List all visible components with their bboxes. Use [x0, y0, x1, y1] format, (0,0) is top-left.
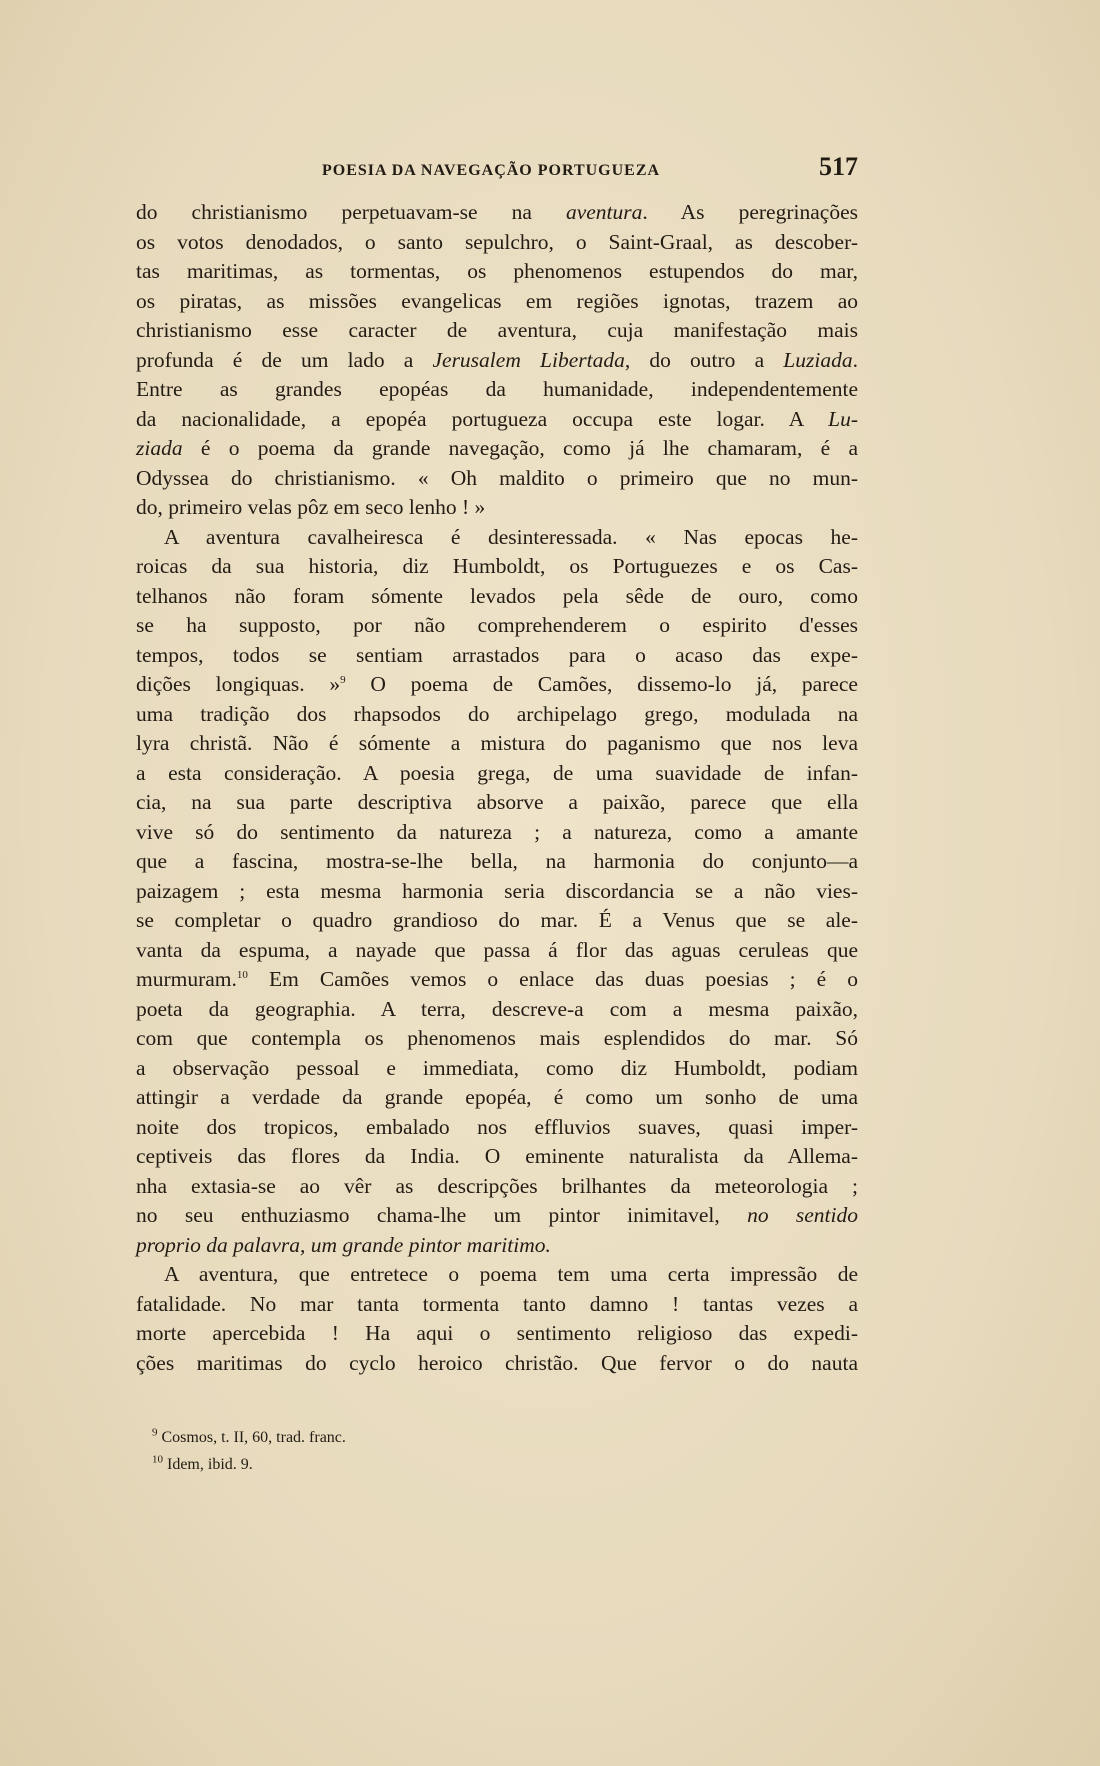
text-line: dições longiquas. »$^9$ O poema de Camões, dissemo-lo já, parece: [136, 672, 858, 696]
text-line: os votos denodados, o santo sepulchro, o Saint-Graal, as descober-: [136, 229, 858, 254]
text-line: tempos, todos se sentiam arrastados para o acaso das expe-: [136, 642, 858, 667]
running-head: [136, 152, 858, 188]
text-line: da nacionalidade, a epopéa portugueza occupa este logar. A Lu-: [136, 406, 858, 431]
page-number: 517: [819, 152, 858, 181]
text-line: morte apercebida ! Ha aqui o sentimento religioso das expedi-: [136, 1321, 858, 1345]
footnote: $^{10}$ Idem, ibid. 9.: [152, 1453, 253, 1473]
emphasis: Luziada: [783, 347, 853, 372]
footnote: $^9$ Cosmos, t. II, 60, trad. franc.: [152, 1426, 346, 1446]
text-line: vanta da espuma, a nayade que passa á flor das aguas ceruleas que: [136, 937, 858, 962]
text-line: se ha supposto, por não comprehenderem o espirito d'esses: [136, 613, 858, 637]
text-line: vive só do sentimento da natureza ; a natureza, como a amante: [136, 819, 858, 844]
running-title: POESIA DA NAVEGAÇÃO PORTUGUEZA: [322, 162, 661, 179]
emphasis: Jerusalem Libertada: [432, 347, 625, 372]
text-line: profunda é de um lado a Jerusalem Libertada, do outro a Luziada.: [136, 347, 858, 372]
text-line: que a fascina, mostra-se-lhe bella, na harmonia do conjunto—a: [136, 849, 858, 873]
emphasis: aventura: [565, 200, 643, 224]
text-line: ceptiveis das flores da India. O eminente naturalista da Allema-: [136, 1144, 858, 1168]
footnote-ref: 10: [236, 968, 248, 981]
text-line: poeta da geographia. A terra, descreve-a com a mesma paixão,: [136, 996, 858, 1021]
text-line: cia, na sua parte descriptiva absorve a paixão, parece que ella: [136, 790, 858, 814]
text-line: nha extasia-se ao vêr as descripções brilhantes da meteorologia ;: [136, 1173, 858, 1198]
text-line: roicas da sua historia, diz Humboldt, os Portuguezes e os Cas-: [136, 554, 858, 578]
text-line: uma tradição dos rhapsodos do archipelago grego, modulada na: [136, 701, 858, 726]
emphasis: Lu-: [828, 406, 858, 431]
text-line: a esta consideração. A poesia grega, de uma suavidade de infan-: [136, 760, 858, 785]
text-line: murmuram.$^{10}$ Em Camões vemos o enlace das duas poesias ; é o: [136, 967, 858, 991]
emphasis: no sentido: [747, 1203, 859, 1227]
text-line: noite dos tropicos, embalado nos effluvios suaves, quasi imper-: [136, 1114, 858, 1139]
text-line: os piratas, as missões evangelicas em regiões ignotas, trazem ao: [136, 288, 858, 313]
text-line: telhanos não foram sómente levados pela sêde de ouro, como: [136, 583, 858, 608]
footnotes: [152, 1424, 752, 1478]
text-line: A aventura, que entretece o poema tem uma certa impressão de: [164, 1262, 858, 1286]
text-line: proprio da palavra, um grande pintor maritimo.: [136, 1232, 551, 1257]
text-line: A aventura cavalheiresca é desinteressada. « Nas epocas he-: [164, 524, 858, 549]
text-line: com que contempla os phenomenos mais esplendidos do mar. Só: [136, 1026, 858, 1050]
footnote-mark: 10: [152, 1453, 163, 1466]
footnote-mark: 9: [152, 1426, 158, 1439]
footnote-ref: 9: [340, 673, 346, 686]
text-line: ções maritimas do cyclo heroico christão. Que fervor o do nauta: [136, 1350, 858, 1375]
text-line: attingir a verdade da grande epopéa, é como um sonho de uma: [136, 1085, 858, 1109]
text-line: christianismo esse caracter de aventura, cuja manifestação mais: [136, 318, 858, 342]
text-line: Entre as grandes epopéas da humanidade, independentemente: [136, 377, 858, 401]
text-line: ziada é o poema da grande navegação, como já lhe chamaram, é a: [136, 436, 858, 460]
body-text: [136, 198, 858, 1378]
text-line: se completar o quadro grandioso do mar. É a Venus que se ale-: [136, 908, 858, 932]
text-line: a observação pessoal e immediata, como diz Humboldt, podiam: [136, 1055, 858, 1080]
emphasis: ziada: [136, 436, 183, 460]
text-line: do, primeiro velas pôz em seco lenho ! »: [136, 495, 486, 519]
text-line: no seu enthuziasmo chama-lhe um pintor inimitavel, no sentido: [136, 1203, 859, 1227]
text-line: Odyssea do christianismo. « Oh maldito o primeiro que no mun-: [136, 465, 858, 490]
text-line: fatalidade. No mar tanta tormenta tanto damno ! tantas vezes a: [136, 1291, 858, 1316]
text-line: tas maritimas, as tormentas, os phenomenos estupendos do mar,: [136, 259, 858, 283]
text-line: lyra christã. Não é sómente a mistura do paganismo que nos leva: [136, 731, 858, 755]
text-line: do christianismo perpetuavam-se na aventura. As peregrinações: [136, 200, 858, 224]
text-line: paizagem ; esta mesma harmonia seria discordancia se a não vies-: [136, 878, 858, 903]
